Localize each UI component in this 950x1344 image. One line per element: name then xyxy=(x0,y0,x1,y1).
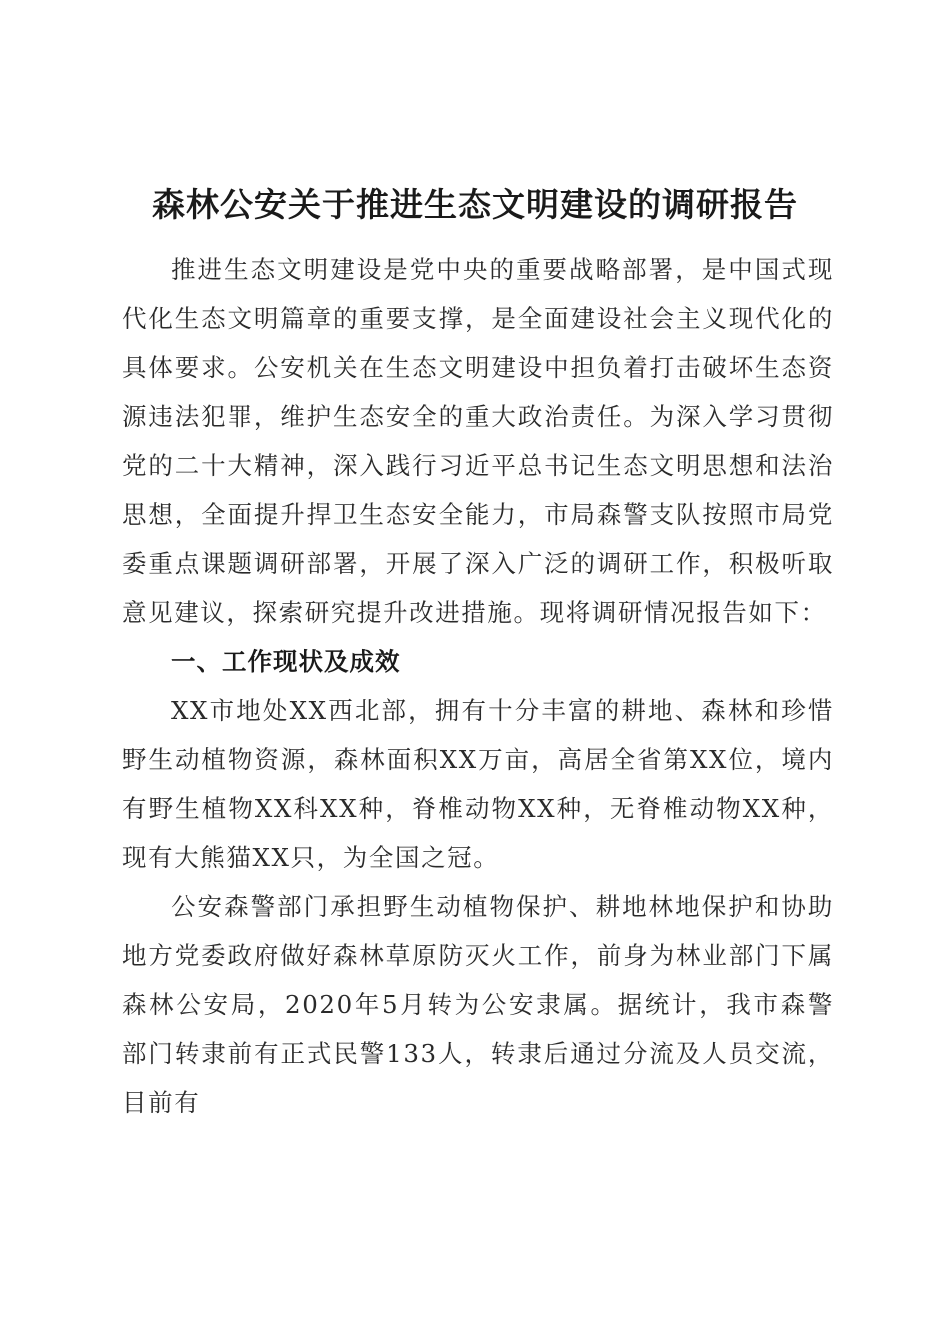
document-body xyxy=(122,245,834,1127)
body-paragraph-2: XX市地处XX西北部，拥有十分丰富的耕地、森林和珍惜野生动植物资源，森林面积XX万亩，高居全省第XX位，境内有野生植物XX科XX种，脊椎动物XX种，无脊椎动物XX种，现有大熊猫XX只，为全国之冠。 xyxy=(122,696,834,872)
intro-paragraph: 推进生态文明建设是党中央的重要战略部署，是中国式现代化生态文明篇章的重要支撑，是全面建设社会主义现代化的具体要求。公安机关在生态文明建设中担负着打击破坏生态资源违法犯罪，维护生态安全的重大政治责任。为深入学习贯彻党的二十大精神，深入践行习近平总书记生态文明思想和法治思想，全面提升捍卫生态安全能力，市局森警支队按照市局党委重点课题调研部署，开展了深入广泛的调研工作，积极听取意见建议，探索研究提升改进措施。现将调研情况报告如下： xyxy=(122,255,834,627)
document-title: 森林公安关于推进生态文明建设的调研报告 xyxy=(152,185,798,224)
body-paragraph-3: 公安森警部门承担野生动植物保护、耕地林地保护和协助地方党委政府做好森林草原防灭火工作，前身为林业部门下属森林公安局，2020年5月转为公安隶属。据统计，我市森警部门转隶前有正式民警133人，转隶后通过分流及人员交流，目前有 xyxy=(122,892,834,1117)
section-heading-1: 一、工作现状及成效 xyxy=(171,647,401,676)
